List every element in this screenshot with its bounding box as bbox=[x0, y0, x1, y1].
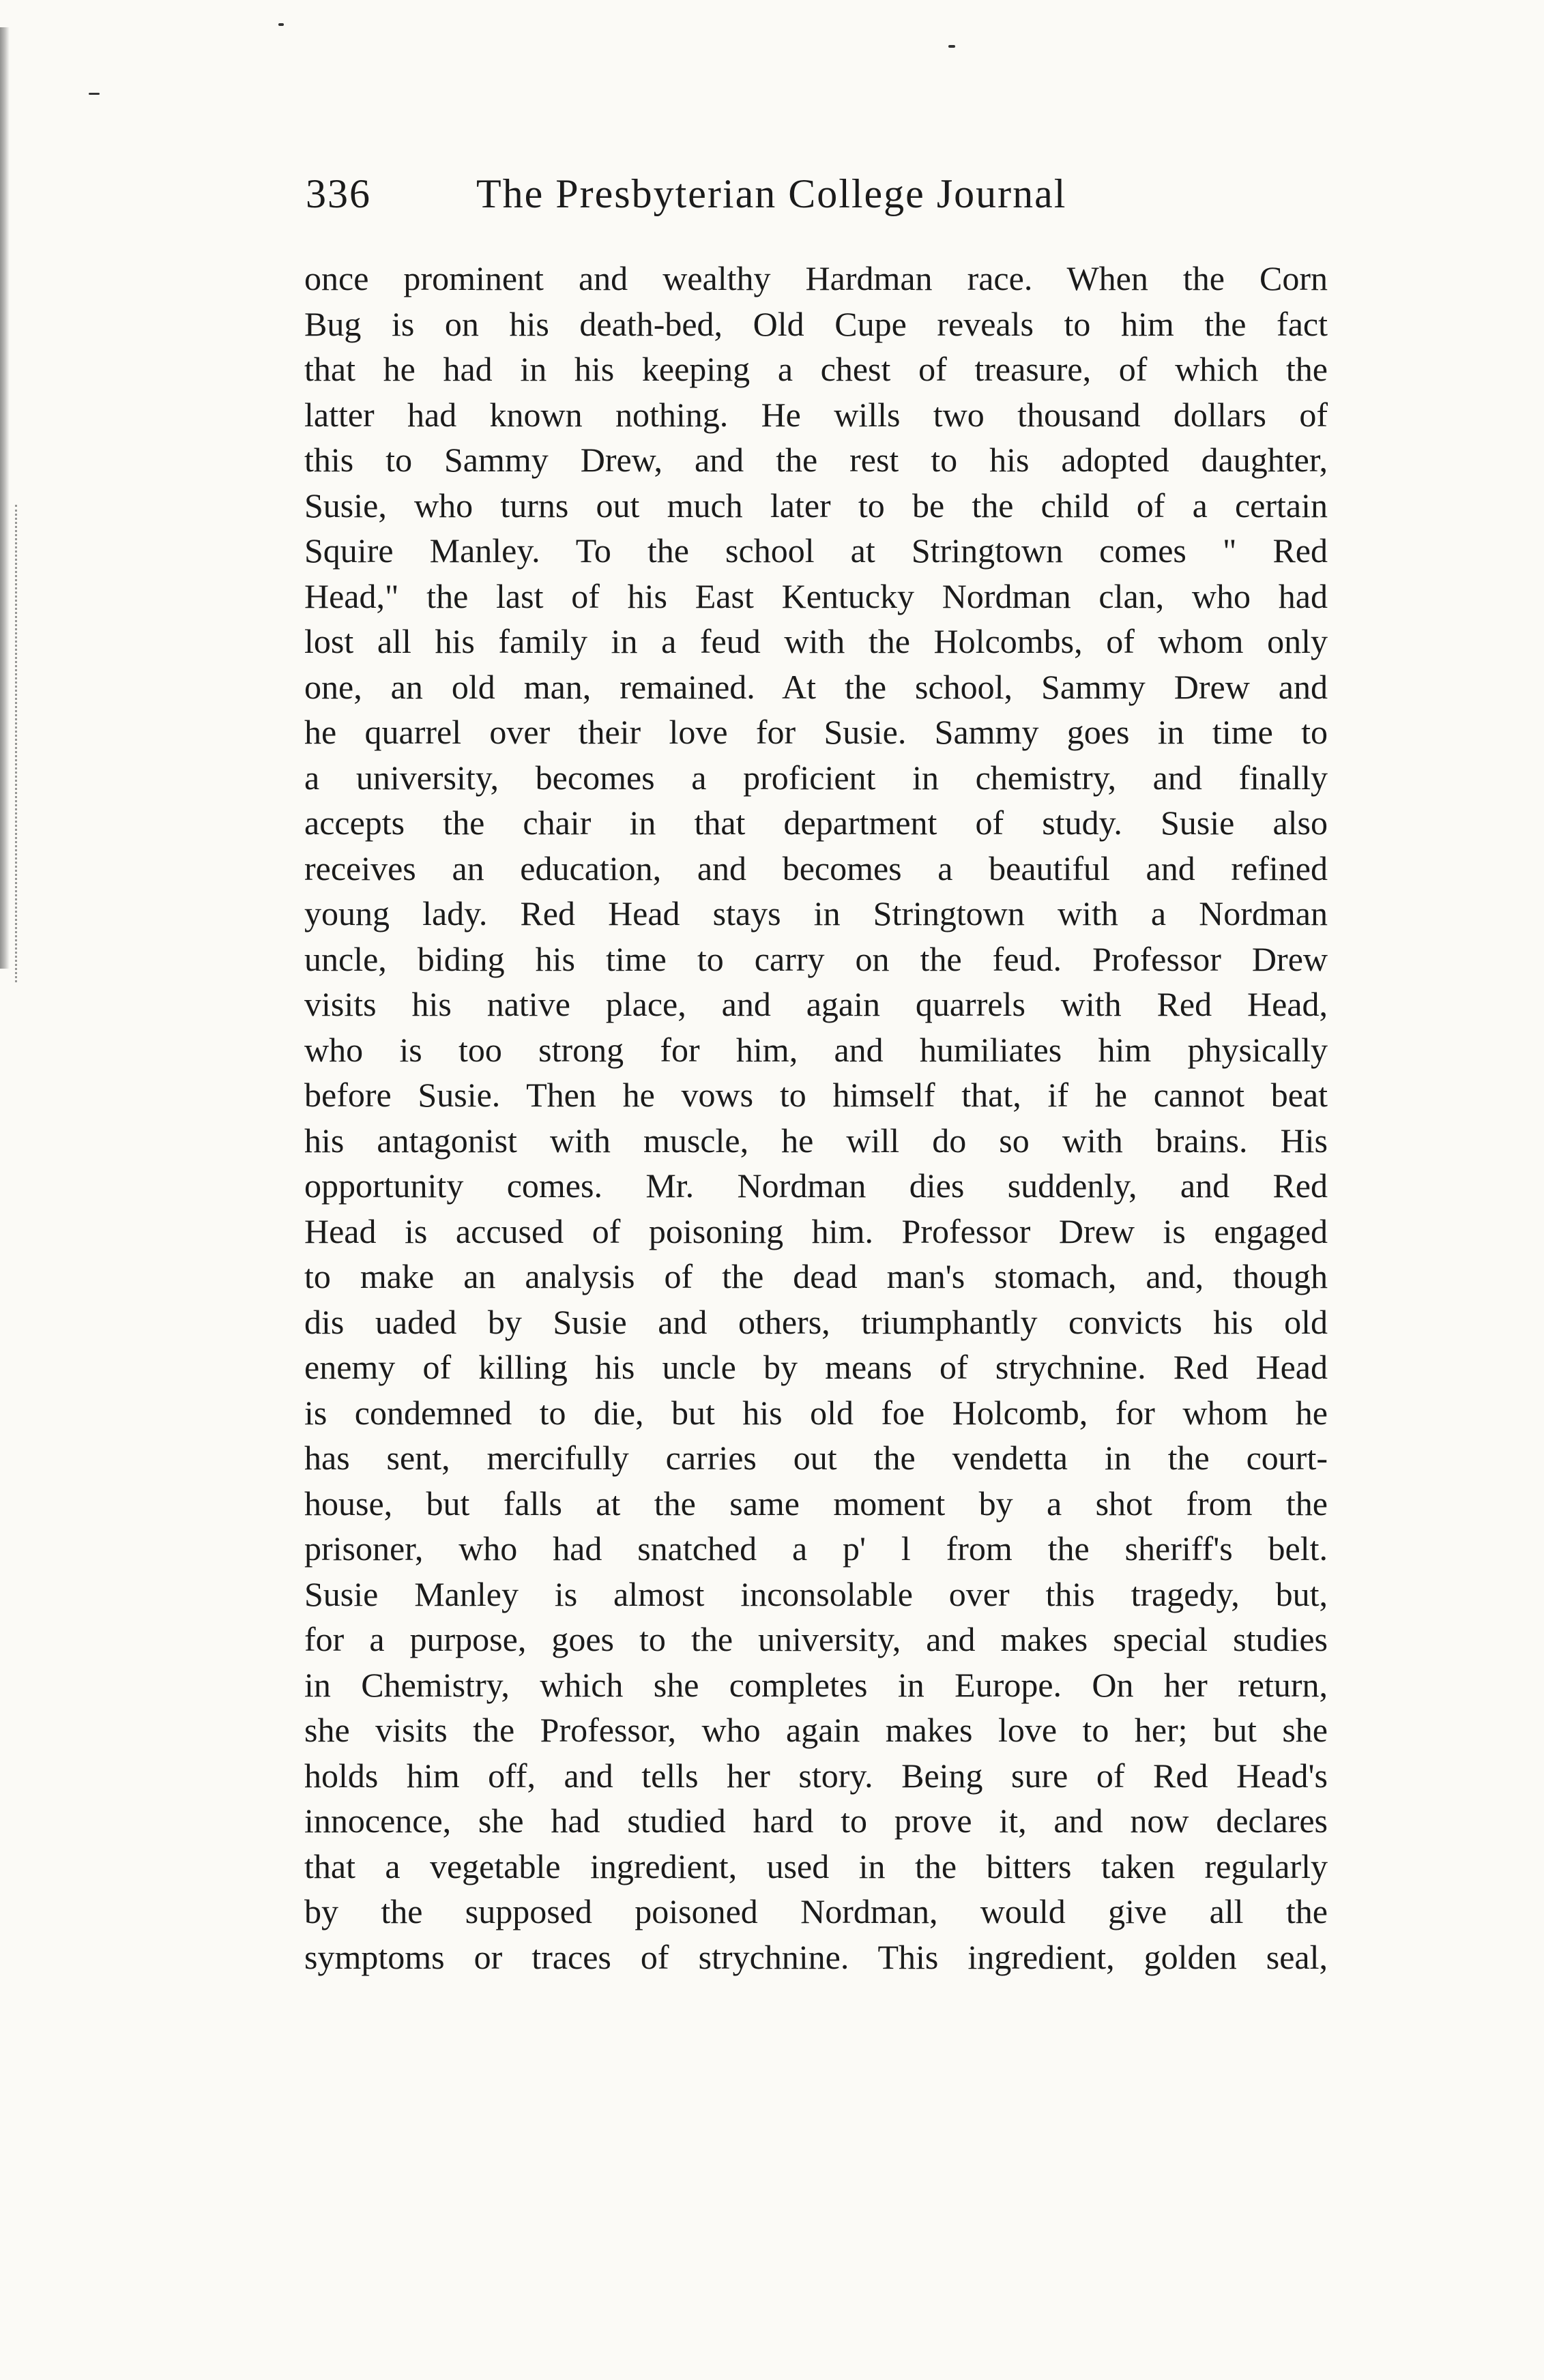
text-line: one, an old man, remained. At the school, Sammy Drew and bbox=[304, 667, 1328, 706]
text-line: house, but falls at the same moment by a shot from the bbox=[304, 1484, 1328, 1523]
running-title: The Presbyterian College Journal bbox=[476, 171, 1067, 216]
text-line: young lady. Red Head stays in Stringtown with a Nordman bbox=[304, 894, 1328, 932]
scan-speck bbox=[89, 93, 100, 95]
text-line: dis uaded by Susie and others, triumphantly convicts his old bbox=[304, 1302, 1328, 1341]
text-line: that he had in his keeping a chest of treasure, of which the bbox=[304, 350, 1328, 388]
running-header bbox=[306, 171, 1329, 232]
text-line: Bug is on his death-bed, Old Cupe reveals to him the fact bbox=[304, 304, 1328, 343]
text-line: that a vegetable ingredient, used in the bitters taken regularly bbox=[304, 1847, 1328, 1885]
text-line: has sent, mercifully carries out the vendetta in the court- bbox=[304, 1439, 1328, 1477]
text-line: innocence, she had studied hard to prove it, and now declares bbox=[304, 1802, 1328, 1840]
text-line: latter had known nothing. He wills two thousand dollars of bbox=[304, 395, 1328, 434]
text-line: receives an education, and becomes a beautiful and refined bbox=[304, 849, 1328, 887]
text-line: he quarrel over their love for Susie. Sammy goes in time to bbox=[304, 713, 1328, 751]
text-line: his antagonist with muscle, he will do so with brains. His bbox=[304, 1121, 1328, 1160]
text-line: opportunity comes. Mr. Nordman dies suddenly, and Red bbox=[304, 1166, 1328, 1205]
text-line: is condemned to die, but his old foe Holcomb, for whom he bbox=[304, 1393, 1328, 1432]
text-line: a university, becomes a proficient in chemistry, and finally bbox=[304, 758, 1328, 797]
scan-speck bbox=[278, 23, 284, 26]
text-line: Susie Manley is almost inconsolable over this tragedy, but, bbox=[304, 1574, 1328, 1613]
text-line: symptoms or traces of strychnine. This ingredient, golden seal, bbox=[304, 1937, 1328, 1976]
text-line: she visits the Professor, who again makes love to her; but she bbox=[304, 1711, 1328, 1749]
text-line: for a purpose, goes to the university, and makes special studies bbox=[304, 1620, 1328, 1658]
text-line: lost all his family in a feud with the Holcombs, of whom only bbox=[304, 622, 1328, 660]
text-line: in Chemistry, which she completes in Europe. On her return, bbox=[304, 1665, 1328, 1704]
text-line: by the supposed poisoned Nordman, would give all the bbox=[304, 1892, 1328, 1930]
scan-speck bbox=[948, 45, 955, 48]
binding-perforation bbox=[15, 505, 21, 982]
text-line: prisoner, who had snatched a p' l from the sheriff's belt. bbox=[304, 1529, 1328, 1568]
page-number: 336 bbox=[306, 171, 371, 216]
text-line: holds him off, and tells her story. Being sure of Red Head's bbox=[304, 1756, 1328, 1795]
text-line: accepts the chair in that department of study. Susie also bbox=[304, 804, 1328, 842]
text-line: before Susie. Then he vows to himself that, if he cannot beat bbox=[304, 1076, 1328, 1114]
text-line: who is too strong for him, and humiliates him physically bbox=[304, 1030, 1328, 1069]
text-line: Head," the last of his East Kentucky Nordman clan, who had bbox=[304, 576, 1328, 615]
text-line: once prominent and wealthy Hardman race. When the Corn bbox=[304, 259, 1328, 297]
text-line: Susie, who turns out much later to be the child of a certain bbox=[304, 486, 1328, 525]
text-line: uncle, biding his time to carry on the feud. Professor Drew bbox=[304, 939, 1328, 978]
text-line: enemy of killing his uncle by means of strychnine. Red Head bbox=[304, 1348, 1328, 1386]
text-line: to make an analysis of the dead man's stomach, and, though bbox=[304, 1257, 1328, 1295]
text-line: Squire Manley. To the school at Stringtown comes " Red bbox=[304, 531, 1328, 570]
text-line: visits his native place, and again quarrels with Red Head, bbox=[304, 985, 1328, 1023]
body-text bbox=[304, 256, 1328, 1980]
text-line: Head is accused of poisoning him. Professor Drew is engaged bbox=[304, 1211, 1328, 1250]
text-line: this to Sammy Drew, and the rest to his adopted daughter, bbox=[304, 441, 1328, 479]
